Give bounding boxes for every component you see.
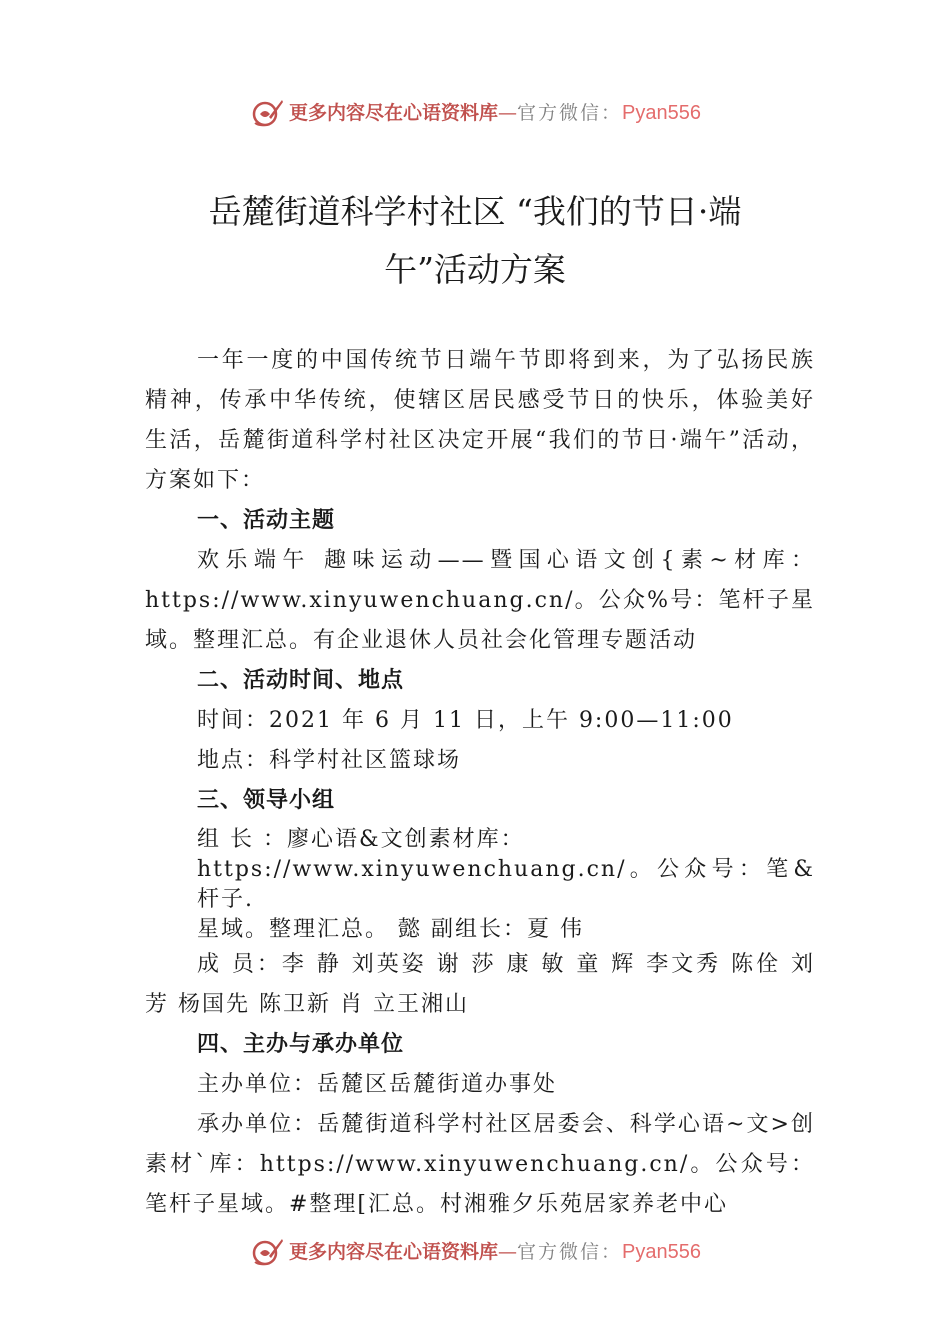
leader-line-2: https://www.xinyuwenchuang.cn/。公众号：笔&杆子. <box>197 857 815 912</box>
activity-place: 地点：科学村社区篮球场 <box>197 748 462 773</box>
section-1-body: 欢乐端午 趣味运动——暨国心语文创{素~材库：https://www.xinyuwenchuang.cn/。公众%号：笔杆子星域。整理汇总。有企业退休人员社会化管理专题活动 <box>145 548 815 653</box>
footer-wechat-label: 官方微信： <box>517 1241 623 1263</box>
section-3-heading: 三、领导小组 <box>197 788 336 813</box>
title-line-2: 午”活动方案 <box>384 250 566 289</box>
quill-logo-icon <box>249 1236 285 1268</box>
section-4-heading: 四、主办与承办单位 <box>197 1032 405 1057</box>
section-2-heading: 二、活动时间、地点 <box>197 668 405 693</box>
organizer-unit: 承办单位：岳麓街道科学村社区居委会、科学心语~文>创素材`库：https://www.xinyuwenchuang.cn/。公众号：笔杆子星域。#整理[汇总。村湘雅夕乐苑居家养老中心 <box>145 1112 815 1217</box>
footer-wechat-id: Pyan556 <box>622 1241 701 1263</box>
intro-paragraph: 一年一度的中国传统节日端午节即将到来，为了弘扬民族精神，传承中华传统，使辖区居民感受节日的快乐，体验美好生活，岳麓街道科学村社区决定开展“我们的节日·端午”活动，方案如下： <box>145 348 815 493</box>
leader-line-1: 组 长 ：廖心语&文创素材库： <box>197 827 525 852</box>
banner-title: 更多内容尽在心语资料库 <box>289 102 499 124</box>
section-1-heading: 一、活动主题 <box>197 508 336 533</box>
host-unit: 主办单位：岳麓区岳麓街道办事处 <box>197 1072 558 1097</box>
banner-wechat-label: 官方微信： <box>517 102 623 124</box>
footer-banner-separator: — <box>498 1241 518 1263</box>
banner-wechat-id: Pyan556 <box>622 102 701 124</box>
page-footer <box>0 1236 950 1268</box>
leader-block <box>145 825 815 945</box>
footer-banner-title: 更多内容尽在心语资料库 <box>289 1241 499 1263</box>
document-title <box>0 183 950 299</box>
activity-time: 时间：2021 年 6 月 11 日，上午 9:00—11:00 <box>197 708 734 733</box>
leader-line-3: 星域。整理汇总。 懿 副组长：夏 伟 <box>197 917 584 942</box>
members-list: 成 员：李 静 刘英姿 谢 莎 康 敏 童 辉 李文秀 陈佺 刘 芳 杨国先 陈卫新 肖 立王湘山 <box>145 952 815 1017</box>
quill-logo-icon <box>249 97 285 129</box>
document-body <box>145 341 815 1225</box>
title-line-1: 岳麓街道科学村社区 “我们的节日·端 <box>208 192 742 231</box>
page-header <box>0 97 950 129</box>
banner-separator: — <box>498 102 518 124</box>
